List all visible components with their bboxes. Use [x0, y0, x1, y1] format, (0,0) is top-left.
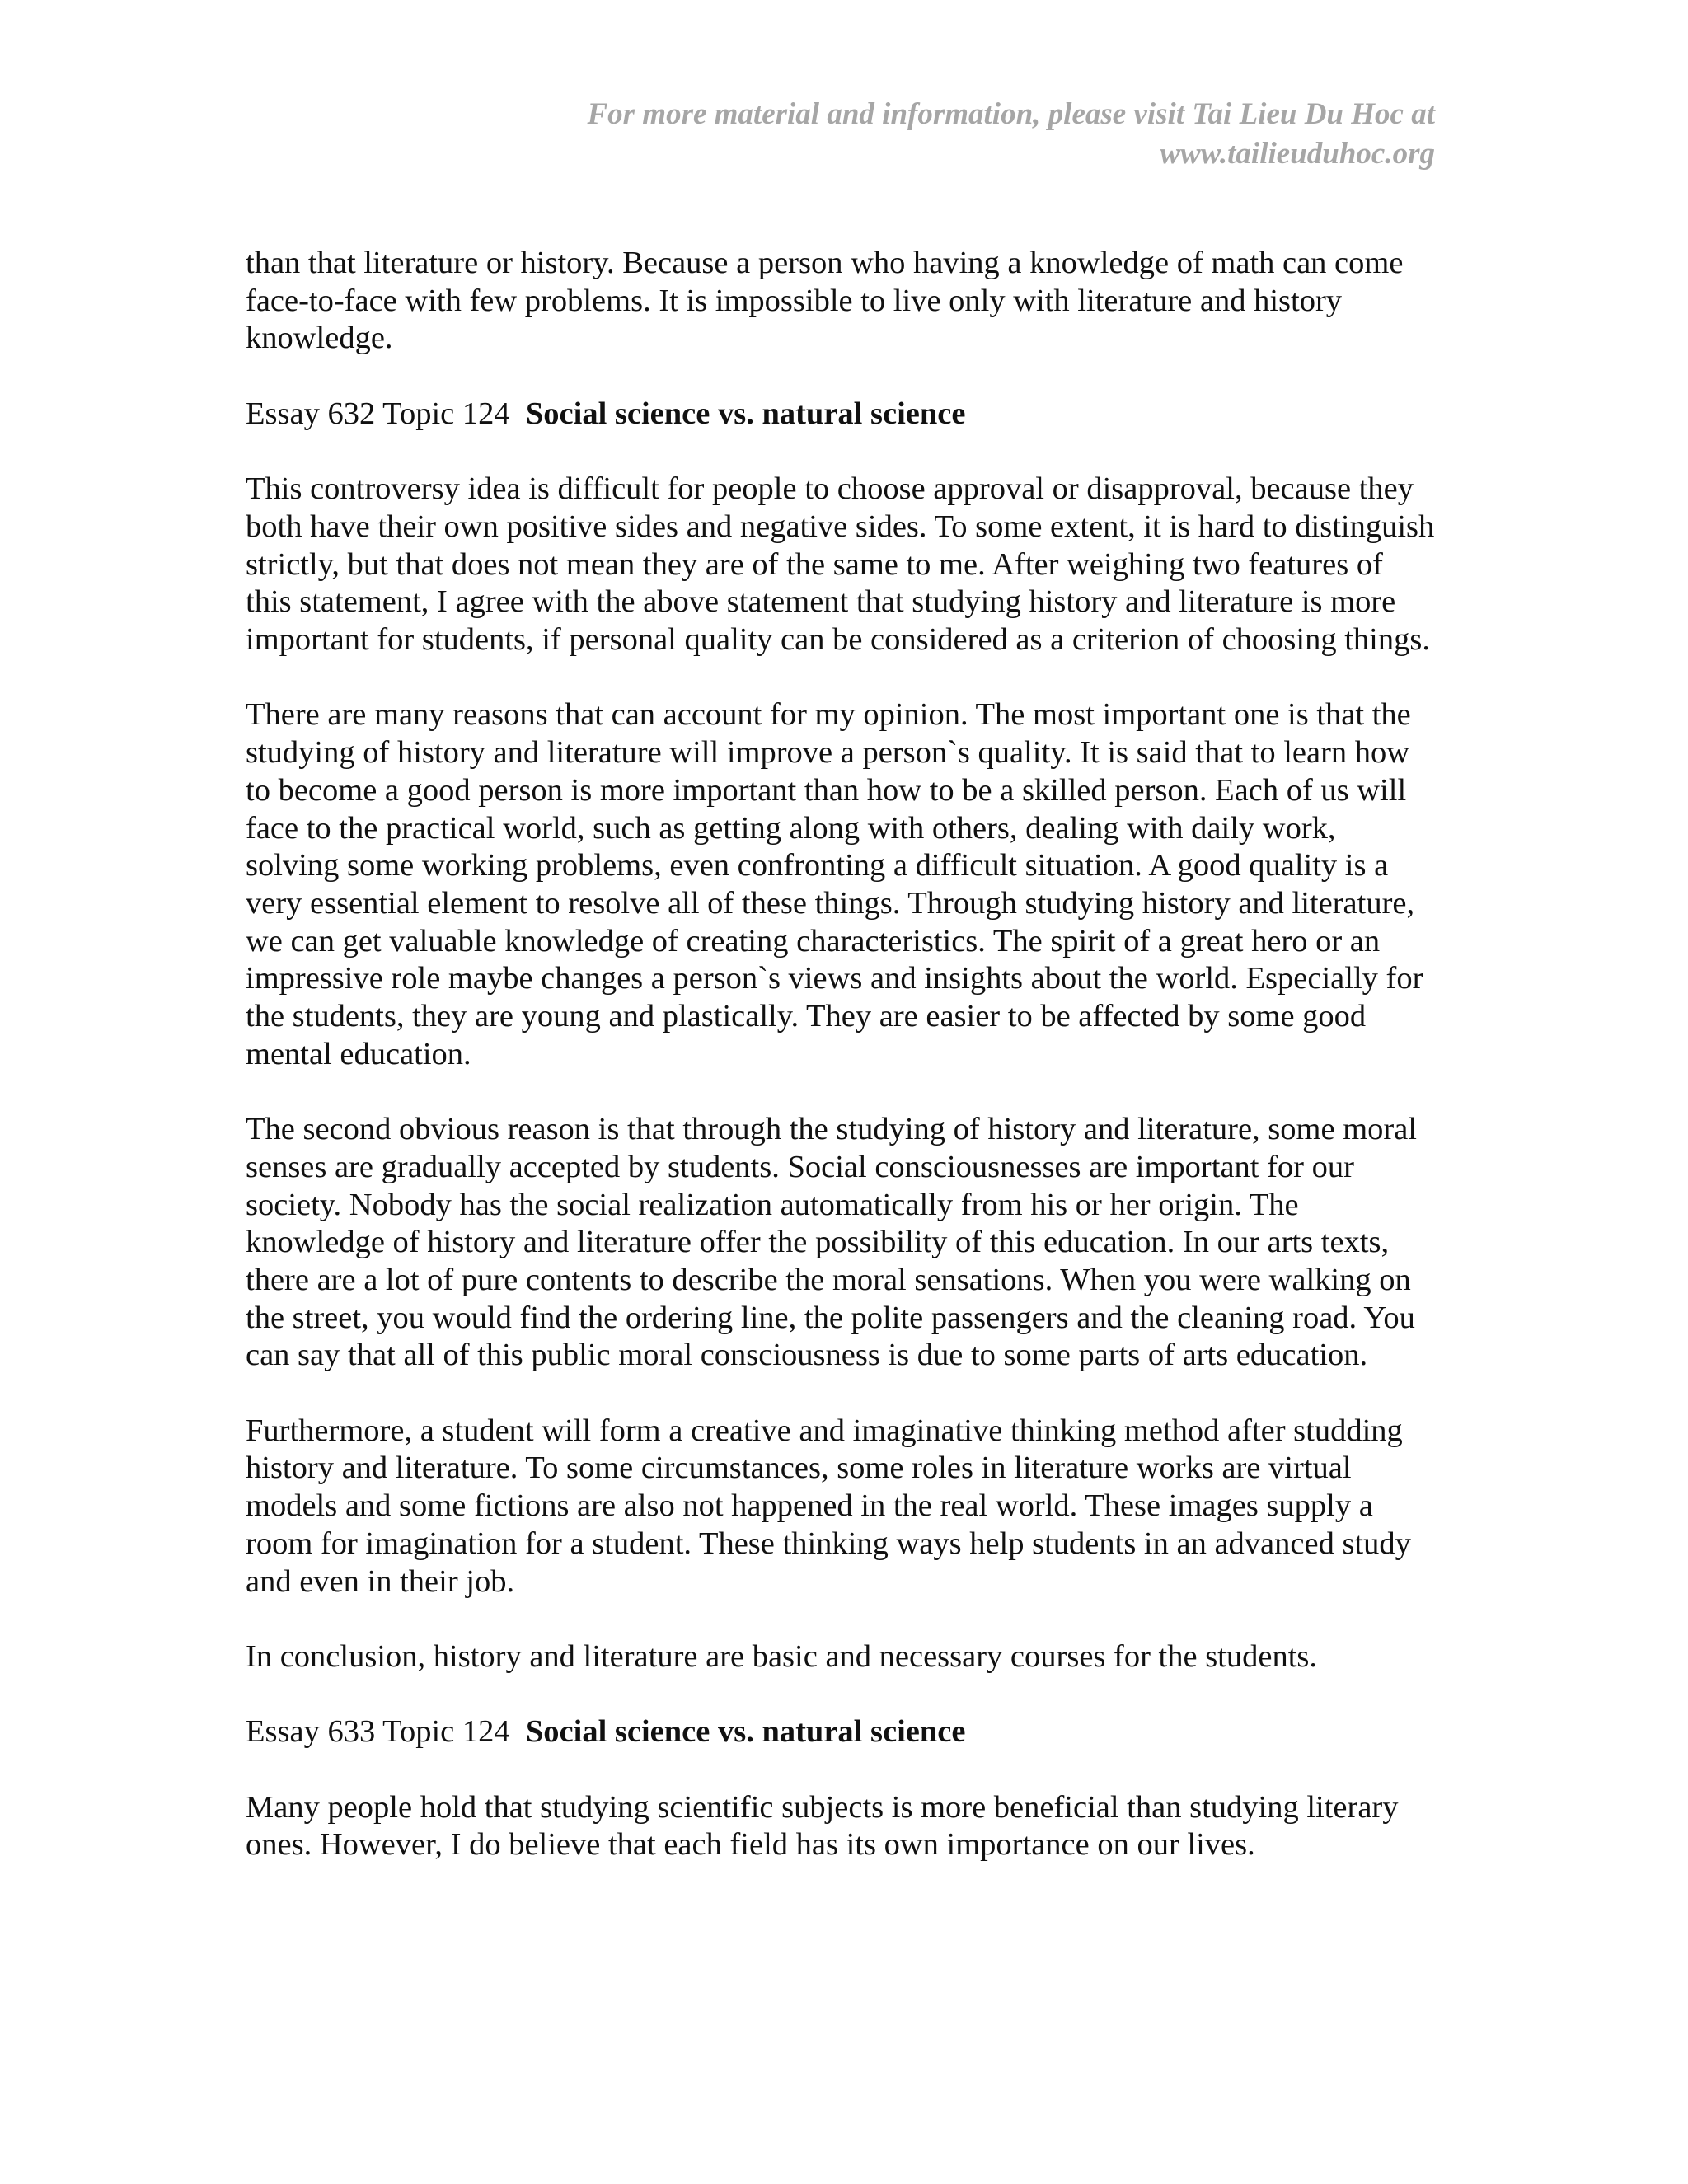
page-header [446, 95, 1435, 174]
essay-632-heading [246, 396, 1437, 434]
intro-paragraph: than that literature or history. Because a person who having a knowledge of math can come face-to-face with few problems. It is impossible to live only with literature and history knowledge. [246, 246, 1404, 356]
document-body [246, 245, 1437, 1902]
essay-633-heading [246, 1713, 1437, 1751]
header-line-2: www.tailieuduhoc.org [1160, 137, 1435, 171]
essay-633-paragraph-1: Many people hold that studying scientific subjects is more beneficial than studying literary ones. However, I do believe that each field has its own importance on our lives. [246, 1789, 1399, 1863]
essay-632-paragraph-4: Furthermore, a student will form a creative and imaginative thinking method after studding history and literature. To some circumstances, some roles in literature works are virtual models and some fictions are also not happened in the real world. These images supply a room for imagination for a student. These thinking ways help students in an advanced study and even in their job. [246, 1413, 1411, 1599]
essay-632-label: Essay 632 Topic 124 [246, 396, 510, 431]
essay-632-paragraph-1: This controversy idea is difficult for people to choose approval or disapproval, because they both have their own positive sides and negative sides. To some extent, it is hard to distinguish strictly, but that does not mean they are of the same to me. After weighing two features of this statement, I agree with the above statement that studying history and literature is more important for students, if personal quality can be considered as a criterion of choosing things. [246, 471, 1435, 657]
header-line-1: For more material and information, please visit Tai Lieu Du Hoc at [587, 97, 1435, 131]
essay-633-title: Social science vs. natural science [525, 1714, 966, 1750]
essay-633-label: Essay 633 Topic 124 [246, 1714, 510, 1750]
essay-632-paragraph-2: There are many reasons that can account for my opinion. The most important one is that the studying of history and literature will improve a person`s quality. It is said that to learn how to become a good person is more important than how to be a skilled person. Each of us will face to the practical world, such as getting along with others, dealing with daily work, solving some working problems, even confronting a difficult situation. A good quality is a very essential element to resolve all of these things. Through studying history and literature, we can get valuable knowledge of creating characteristics. The spirit of a great hero or an impressive role maybe changes a person`s views and insights about the world. Especially for the students, they are young and plastically. They are easier to be affected by some good mental education. [246, 697, 1423, 1071]
essay-632-title: Social science vs. natural science [525, 396, 966, 431]
essay-632-paragraph-3: The second obvious reason is that through the studying of history and literature, some moral senses are gradually accepted by students. Social consciousnesses are important for our society. Nobody has the social realization automatically from his or her origin. The knowledge of history and literature offer the possibility of this education. In our arts texts, there are a lot of pure contents to describe the moral sensations. When you were walking on the street, you would find the ordering line, the polite passengers and the cleaning road. You can say that all of this public moral consciousness is due to some parts of arts education. [246, 1112, 1418, 1373]
essay-632-conclusion: In conclusion, history and literature are basic and necessary courses for the students. [246, 1638, 1318, 1674]
